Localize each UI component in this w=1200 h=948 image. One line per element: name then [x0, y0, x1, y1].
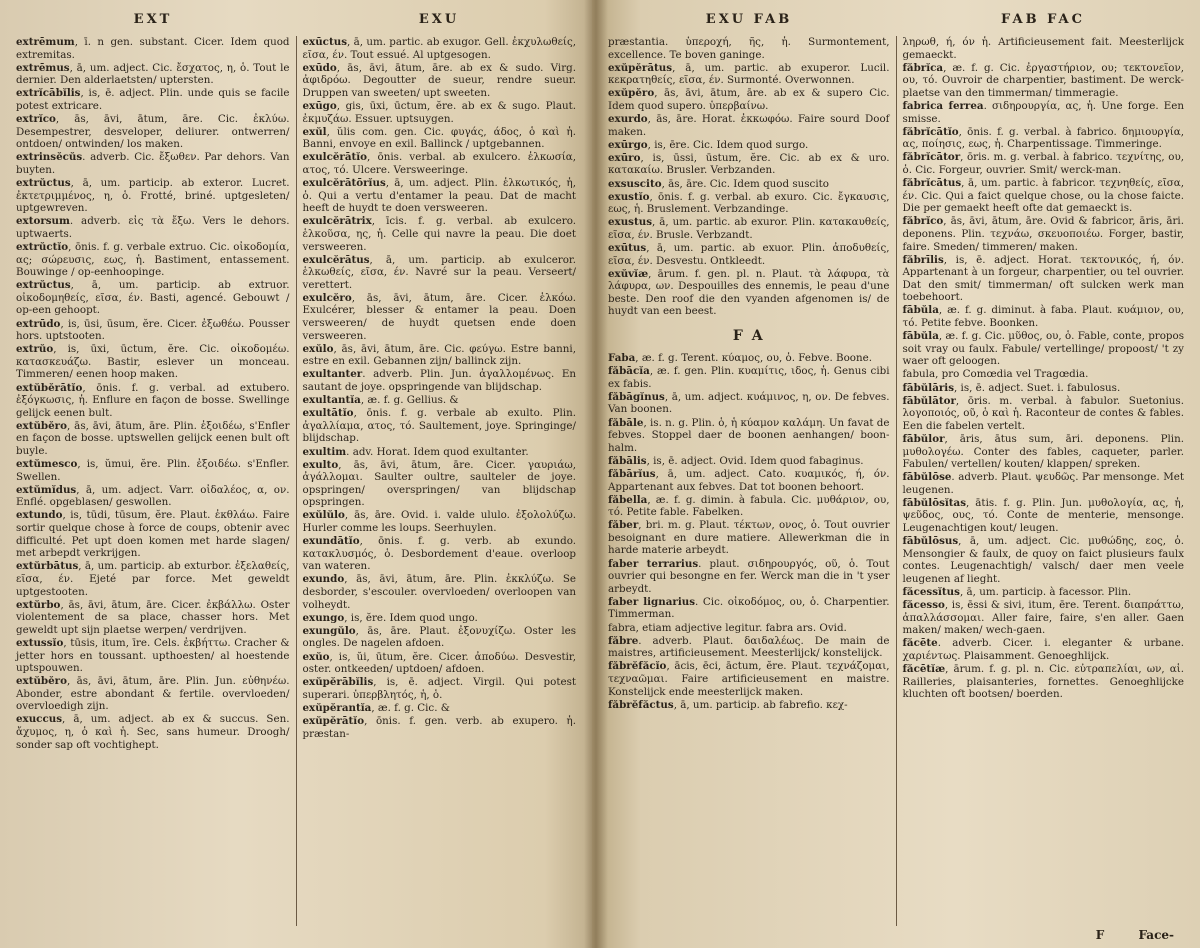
dictionary-entry	[303, 62, 577, 100]
entry-headword: făbrīlis	[902, 253, 944, 266]
dictionary-entry	[16, 87, 290, 112]
entry-headword: extussĭo	[16, 636, 64, 649]
entry-definition: , ōnis. verbal. ab exulcero. ἑλκωσία, ατος, τό. Ulcere. Versweeringe.	[302, 151, 576, 176]
dictionary-entry	[16, 713, 290, 751]
entry-headword: extrinsĕcŭs	[16, 151, 83, 164]
dictionary-entry	[303, 446, 577, 459]
dictionary-entry	[608, 494, 890, 519]
entry-definition: . σιδηρουργία, ας, ἡ. Une forge. Een smisse.	[902, 99, 1184, 125]
entry-definition: , æ. f. g. Cic. μῦθος, ου, ὁ. Fable, conte, propos soit vray ou faulx. Fabule/ vertellinge/ propoost/ 't zy waer oft geloogen.	[902, 330, 1184, 368]
entry-definition: , āris, ātus sum, āri. deponens. Plin. μυθολογέω. Conter des fables, caqueter, parler. Fabulen/ vertellen/ kouten/ klappen/ spreken.	[902, 432, 1184, 471]
dictionary-entry	[16, 215, 290, 240]
entry-definition: , ās, āvi, ātum, āre. Plin. ἐκκλύζω. Se desborder, s'escouler. overvloeden/ overloopen van volheydt.	[302, 573, 576, 611]
entry-headword: exŭvĭæ	[608, 267, 649, 280]
entry-headword: exŭlo	[302, 342, 334, 355]
entry-headword: făcētĭæ	[902, 663, 946, 676]
entry-headword: fābŭlāris	[902, 381, 955, 394]
dictionary-entry	[903, 382, 1185, 395]
entry-headword: extŭbĕro	[16, 419, 67, 432]
entry-headword: exungŭlo	[302, 624, 356, 637]
entry-definition: , is, ūsi, ūsum, ĕre. Cicer. ἐξωθέω. Pousser hors. uptstooten.	[16, 317, 290, 343]
entry-definition: , æ. f. gen. Plin. κυαμίτις, ιδος, ἡ. Genus cibi ex fabis.	[608, 365, 890, 390]
dictionary-entry	[608, 558, 890, 596]
entry-headword: făbrĭco	[902, 215, 944, 228]
entry-headword: exulcĕrātus	[302, 253, 370, 266]
entry-headword: extrĭcābĭlis	[16, 87, 81, 100]
entry-headword: exustus	[608, 216, 653, 229]
entry-definition: , ās, āre. Cic. Idem quod suscito	[661, 177, 829, 190]
entry-headword: extŭrbo	[16, 598, 61, 611]
dictionary-entry	[16, 484, 290, 509]
dictionary-entry	[903, 62, 1185, 100]
entries-block	[608, 36, 890, 318]
entry-definition: , is, ĕre. Idem quod ungo.	[344, 611, 478, 624]
entry-headword: exundātĭo	[302, 535, 360, 548]
dictionary-entry	[903, 126, 1185, 151]
dictionary-entry	[903, 151, 1185, 176]
entry-definition: , æ. f. g. Cic. &	[371, 701, 450, 714]
entry-headword: exustĭo	[608, 190, 650, 203]
entry-definition: , is, ē. adject. Ovid. Idem quod fabaginus.	[646, 454, 864, 467]
dictionary-entry	[303, 407, 577, 445]
entry-headword: exŭpĕrātĭo	[302, 714, 365, 727]
entry-definition: , ā, um. adject. Cic. μυθώδης, εος, ὁ. Mensongier & faulx, de quoy on faict plusieurs faulx contes. Leugenachtigh/ valsch/ daer men veele leugenen af lieght.	[902, 535, 1184, 585]
entry-headword: făbāle	[608, 416, 644, 429]
entry-headword: exŭl	[302, 125, 327, 138]
entry-definition: . adverb. Plaut. δαιδαλέως. De main de maistres, artificieusement. Meesterlijck/ konstelijck.	[608, 634, 890, 660]
entry-definition: , æ. f. g. Gellius. &	[360, 394, 459, 407]
entry-headword: extŭmĭdus	[16, 483, 77, 496]
entry-headword: extrŭctĭo	[16, 241, 69, 253]
entry-headword: făbrĭcātĭo	[902, 125, 959, 138]
dictionary-entry	[303, 509, 577, 534]
dictionary-entry	[608, 455, 890, 468]
dictionary-entry	[303, 459, 577, 509]
entry-definition: , ā, um. adject. Plin. ἑλκωτικός, ἡ, ὁ. Qui a vertu d'entamer la peau. Dat de macht heeft de huydt te doen versweeren.	[302, 177, 576, 215]
entry-headword: făcēte	[902, 637, 938, 650]
entry-definition: , æ. f. g. Terent. κύαμος, ου, ὁ. Febve. Boone.	[635, 352, 872, 365]
left-page	[0, 0, 592, 948]
dictionary-entry	[608, 152, 890, 177]
column-left-1	[10, 36, 296, 926]
left-page-header	[10, 12, 582, 36]
entry-definition: , ās, āvi, ātum, āre. Cic. ἐκλύω. Desempestrer, desveloper, deliurer. ontwerren/ ontdoen/ ontwinden/ los maken.	[16, 113, 290, 151]
dictionary-entry	[903, 433, 1185, 471]
dictionary-entry	[303, 535, 577, 573]
dictionary-entry	[903, 304, 1185, 329]
dictionary-entry	[16, 36, 290, 61]
entry-headword: Faba	[608, 352, 636, 365]
entry-headword: fābŭlor	[902, 432, 945, 445]
entry-headword: extrūdo	[16, 317, 61, 330]
entry-definition: , ā, um. particip. à facessor. Plin.	[959, 586, 1132, 599]
entry-definition: , ā, um. particip. ab exturbor. ἐξελαθείς, εῖσα, έν. Ejeté par force. Met geweldt uptgestooten.	[16, 560, 290, 598]
dictionary-entry	[303, 368, 577, 393]
entry-headword: exŭlŭlo	[302, 509, 345, 522]
entry-headword: extŭbĕrātĭo	[16, 381, 83, 394]
entry-definition: , ōris. m. g. verbal. à fabrico. τεχνίτης, ου, ὁ. Cic. Forgeur, ouvrier. Smit/ werck-man.	[902, 151, 1184, 176]
entry-headword: făbrĭcātor	[902, 151, 961, 164]
entry-definition: . plaut. σιδηρουργός, οῦ, ὁ. Tout ouvrier qui besongne en fer. Werck man die in 't yser arbeydt.	[608, 557, 890, 595]
entry-definition: , is, ŭi, ūtum, ĕre. Cicer. ἀποδύω. Desvestir, oster. ontkeeden/ uptdoen/ afdoen.	[302, 650, 576, 676]
entry-headword: exulcĕrātōrĭus	[302, 177, 386, 190]
entry-definition: , ā, um. partic. ab exuror. Plin. κατακαυθείς, εῖσα, έν. Brusle. Verbzandt.	[608, 216, 890, 241]
running-head: EXU FAB	[705, 12, 793, 27]
entry-definition: . adverb. εἰς τὰ ἔξω. Vers le dehors. uptwaerts.	[16, 215, 290, 240]
entry-definition: . Cic. οἰκοδόμος, ου, ὁ. Charpentier. Timmerman.	[608, 595, 890, 621]
entry-definition: , ōnis. f. gen. verb. ab exupero. ἡ. præstan-	[302, 714, 576, 740]
column-right-1	[602, 36, 896, 926]
entry-definition: , ārum. f. g. pl. n. Cic. εὐτραπελίαι, ων, αἱ. Railleries, plaisanteries, fornettes. Genoeghlijcke kluchten oft bootsen/ boerden.	[902, 663, 1184, 701]
dictionary-entry	[608, 365, 890, 390]
entry-definition: . adverb. Cicer. i. eleganter & urbane. χαριέντως. Plaisamment. Genoeghlijck.	[902, 637, 1184, 662]
dictionary-entry	[16, 151, 290, 176]
entry-definition: , is, ē. adject. Plin. unde quis se facile potest extricare.	[16, 87, 290, 112]
entry-definition: , gis, ūxi, ūctum, ĕre. ab ex & sugo. Plaut. ἐκμυζάω. Essuer. uptsuygen.	[302, 99, 576, 125]
entry-headword: exultātĭo	[302, 407, 354, 420]
entry-headword: făbāgĭnus	[608, 390, 665, 403]
entry-headword: exūro	[608, 151, 641, 164]
dictionary-entry	[608, 519, 890, 557]
entry-definition: , ā, um. partic. ab exugor. Gell. ἐκχυλωθείς, εῖσα, έν. Tout essué. Al uptgesogen.	[302, 36, 576, 61]
dictionary-entry	[903, 395, 1185, 433]
dictionary-entry	[608, 139, 890, 152]
entry-definition: , ī. n gen. substant. Cicer. Idem quod extremitas.	[16, 36, 290, 61]
entry-definition: , is. n. g. Plin. ὁ, ἡ κύαμον καλάμη. Un favat de febves. Stoppel daer de boonen aenhangen/ boon-halm.	[608, 416, 890, 454]
entry-definition: , ā, um. adject. ab ex & succus. Sen. ἄχυμος, η, ὁ καὶ ἡ. Sec, sans humeur. Droogh/ sonder sap oft vochtighept.	[16, 713, 290, 751]
column-left-2	[296, 36, 583, 926]
entry-definition: , ōnis. f. g. verbal. ab exuro. Cic. ἔγκαυσις, εως, ἡ. Bruslement. Verbzandinge.	[608, 190, 890, 216]
dictionary-entry	[303, 36, 577, 61]
dictionary-entry	[903, 471, 1185, 496]
entry-definition: fabra, etiam adjective legitur. fabra ars. Ovid.	[608, 621, 847, 634]
dictionary-entry	[16, 420, 290, 458]
entry-headword: fābŭlōsus	[902, 535, 959, 548]
entry-definition: , tūsis, itum, īre. Cels. ἐκβήττω. Cracher & jetter hors en toussant. upthoesten/ al hoestende uptspouwen.	[16, 636, 290, 675]
dictionary-entry	[903, 36, 1185, 61]
dictionary-entry	[16, 509, 290, 559]
dictionary-entry	[903, 599, 1185, 637]
entry-headword: exŭpĕrābĭlis	[302, 676, 374, 689]
dictionary-entry	[303, 651, 577, 676]
entry-headword: exūdo	[302, 61, 337, 74]
running-head: EXT	[133, 12, 173, 27]
dictionary-entry	[608, 468, 890, 493]
entry-headword: fābŭla	[902, 330, 939, 343]
entry-headword: făbre	[608, 634, 639, 647]
entry-definition: , ā, um. adject. Cato. κυαμικός, ή, όν. Appartenant aux febves. Dat tot boonen behoort.	[608, 467, 890, 493]
dictionary-entry	[303, 292, 577, 342]
entry-definition: , ās, āvi, ātum, āre. Cicer. ἑλκόω. Exulcérer, blesser & entamer la peau. Doen versweeren/ de huydt quetsen ende doen versweeren.	[302, 291, 576, 342]
right-page-header	[602, 12, 1190, 36]
entry-definition: . adv. Horat. Idem quod exultanter.	[346, 445, 529, 458]
dictionary-entry	[303, 625, 577, 650]
dictionary-entry	[903, 330, 1185, 368]
dictionary-entry	[303, 100, 577, 125]
dictionary-entry	[903, 497, 1185, 535]
dictionary-entry	[303, 254, 577, 292]
entry-definition: , ōnis. f. g. verbal. ad extubero. ἐξόγκωσις, ἡ. Enflure en façon de bosse. Swellinge gelijck eenen bult.	[16, 381, 290, 419]
entry-headword: exungo	[302, 611, 345, 624]
entry-definition: , æ. f. g. dimin. à fabula. Cic. μυθάριον, ου, τό. Petite fable. Fabelken.	[608, 493, 890, 519]
entry-headword: exsuscito	[608, 177, 662, 190]
dictionary-entry	[608, 699, 890, 712]
dictionary-entry	[16, 343, 290, 381]
entry-headword: făbācĭa	[608, 365, 650, 378]
entry-definition: fabula, pro Comœdia vel Tragœdia.	[902, 368, 1089, 381]
dictionary-entry	[608, 635, 890, 660]
entry-definition: , ā, um. partic. ab exuor. Plin. ἀποδυθείς, εῖσα, έν. Desvestu. Ontkleedt.	[608, 242, 890, 267]
entry-headword: făbārĭus	[608, 467, 656, 480]
entry-headword: extundo	[16, 509, 63, 522]
entry-headword: exŭo	[302, 650, 330, 663]
entry-headword: extrēmus	[16, 61, 70, 74]
dictionary-entry	[16, 458, 290, 483]
entry-headword: făbrĕfăcĭo	[608, 660, 667, 673]
entry-definition: , is, ēssi & sivi, itum, ēre. Terent. διαπράττω, ἀπαλλάσσομαι. Aller faire, faire, s'en aller. Gaen maken/ maken/ wech-gaen.	[902, 599, 1184, 637]
catchword: Face-	[1138, 928, 1174, 942]
dictionary-entry	[608, 391, 890, 416]
dictionary-entry	[903, 368, 1185, 381]
entry-headword: exūctus	[302, 36, 347, 48]
dictionary-entry	[608, 268, 890, 318]
section-heading: F A	[732, 328, 765, 345]
entry-headword: făbrĭcātus	[902, 177, 962, 190]
entry-headword: exulcĕrātrix	[302, 215, 372, 228]
dictionary-entry	[608, 178, 890, 191]
entry-definition: , ās, āvi, ātum, āre. ab ex & supero Cic. Idem quod supero. ὑπερβαίνω.	[608, 87, 890, 112]
entry-headword: exulcĕro	[302, 291, 352, 304]
entry-definition: , ōnis. f. g. verbale extruo. Cic. οἰκοδομία, ας; σώρευσις, εως, ἡ. Bastiment, entassement. Bouwinge / op-eenhoopinge.	[16, 241, 290, 279]
dictionary-entry	[903, 586, 1185, 599]
dictionary-entry	[303, 151, 577, 176]
entry-headword: exultantĭa	[302, 394, 361, 407]
page-footer	[1096, 928, 1174, 942]
dictionary-entry	[303, 573, 577, 611]
entry-definition: , bri. m. g. Plaut. τέκτων, ονος, ὁ. Tout ouvrier besoignant en dure matiere. Allewerkman die in harde materie arbeydt.	[608, 519, 890, 557]
entry-definition: . adverb. Plin. Jun. ἀγαλλομένως. En sautant de joye. opspringende van blijdschap.	[302, 368, 576, 394]
entry-definition: , ās, āre. Plaut. ἐξονυχίζω. Oster les ongles. De nagelen afdoen.	[302, 624, 576, 650]
entry-definition: , ās, āvi, ātum, āre. Ovid & fabricor, āris, āri. deponens. Plin. τεχνάω, σκευοποιέω. Forger, bastir, faire. Smeden/ timmeren/ maken.	[902, 215, 1184, 253]
entry-definition: , ā, um. particip. ab exulceror. ἑλκωθείς, εῖσα, έν. Navré sur la peau. Verseert/ verettert.	[302, 253, 576, 291]
entry-headword: făcesso	[902, 599, 945, 612]
entry-headword: exulto	[302, 458, 339, 471]
entry-headword: făber	[608, 519, 639, 532]
dictionary-entry	[303, 343, 577, 368]
entry-headword: extrĭco	[16, 113, 56, 126]
entry-headword: făbālis	[608, 454, 647, 467]
entry-headword: exūrgo	[608, 138, 648, 151]
dictionary-entry	[903, 177, 1185, 215]
column-right-2	[896, 36, 1191, 926]
dictionary-entry	[608, 87, 890, 112]
entry-headword: exundo	[302, 573, 345, 586]
entry-definition: , ā, um. particip. ab extruor. οἰκοδομηθείς, εῖσα, έν. Basti, agencé. Gebouwt / op-een gehoopt.	[16, 279, 290, 317]
entry-headword: exulcĕrātĭo	[302, 151, 368, 164]
dictionary-entry	[608, 216, 890, 241]
entry-definition: , is, ē. adject. Suet. i. fabulosus.	[954, 381, 1121, 394]
dictionary-entry	[303, 215, 577, 253]
entry-definition: , ōnis. f. g. verbal. à fabrico. δημιουργία, ας, ποίησις, εως, ἡ. Charpentissage. Timmeringe.	[902, 125, 1184, 151]
dictionary-entry	[903, 663, 1185, 701]
entry-definition: , ās, āvi, ātum, āre. Cic. φεύγω. Estre banni, estre en exil. Gebannen zijn/ ballinck zijn.	[302, 342, 576, 368]
entry-headword: fābŭlōse	[902, 471, 952, 484]
entry-headword: faber terrarius	[608, 557, 699, 570]
entry-headword: făbella	[608, 493, 648, 506]
entry-headword: fābŭla	[902, 304, 939, 317]
entry-definition: , is, ūxi, ūctum, ĕre. Cic. οἰκοδομέω. κατασκευάζω. Bastir, eslever un monceau. Timmeren/ eenen hoop maken.	[16, 343, 290, 381]
entry-definition: , is, ē. adject. Horat. τεκτονικός, ή, όν. Appartenant à un forgeur, charpentier, ou tel ouvrier. Dat den smit/ timmerman/ oft sulcken werk man toebehoort.	[902, 253, 1184, 304]
entry-headword: exŭpĕrantĭa	[302, 701, 372, 714]
dictionary-entry	[608, 622, 890, 635]
entry-definition: præstantia. ὑπεροχή, ῆς, ἡ. Surmontement, excellence. Te boven ganinge.	[608, 36, 890, 61]
entry-headword: extrŭctus	[16, 177, 71, 190]
entry-definition: , īcis. f. g. verbal. ab exulcero. ἑλκοῦσα, ης, ἡ. Celle qui navre la peau. Die doet versweeren.	[302, 215, 576, 253]
dictionary-entry	[903, 637, 1185, 662]
entry-definition: , is, ŭmui, ĕre. Plin. ἐξοιδέω. s'Enfler. Swellen.	[16, 458, 290, 483]
entry-headword: exŭpĕrātus	[608, 61, 673, 74]
dictionary-entry	[608, 36, 890, 61]
entry-definition: , ās, āre. Horat. ἐκκωφόω. Faire sourd Doof maken.	[608, 113, 890, 138]
right-page	[592, 0, 1200, 948]
dictionary-entry	[608, 191, 890, 216]
dictionary-entry	[303, 612, 577, 625]
entry-headword: exultim	[302, 445, 347, 458]
dictionary-entry	[303, 126, 577, 151]
entry-definition: , ā, um. partic. ab exuperor. Lucil. κεκρατηθείς, εῖσα, έν. Surmonté. Overwonnen.	[608, 61, 890, 87]
dictionary-entry	[608, 62, 890, 87]
entry-definition: , ā, um. adject. Cic. ἔσχατος, η, ὁ. Tout le dernier. Den alderlaetsten/ uptersten.	[16, 61, 290, 87]
entry-definition: . adverb. Cic. ἔξωθεν. Par dehors. Van buyten.	[16, 151, 290, 176]
entry-definition: , æ. f. g. Cic. ἐργαστήριον, ου; τεκτονεῖον, ου, τό. Ouvroir de charpentier, bastiment. De werck-plaetse van den timmerman/ timmeragie.	[902, 61, 1184, 99]
entry-definition: , ā, um. particip. ab fabrefio. κεχ-	[673, 698, 848, 711]
dictionary-entry	[16, 382, 290, 420]
dictionary-entry	[608, 660, 890, 698]
dictionary-entry	[608, 113, 890, 138]
entry-definition: , is, ē. adject. Virgil. Qui potest superari. ὑπερβλητός, ἡ, ὁ.	[302, 676, 576, 701]
entry-headword: făcessĭtus	[902, 586, 960, 599]
dictionary-entry	[903, 254, 1185, 304]
entry-definition: , ātis. f. g. Plin. Jun. μυθολογία, ας, ἡ, ψεῦδος, ους, τό. Conte de menterie, mensonge. Leugenachtigen kout/ leugen.	[902, 496, 1184, 535]
entry-definition: , ā, um. adject. κυάμινος, η, ον. De febves. Van boonen.	[608, 390, 890, 416]
fa-entries-block	[608, 352, 890, 711]
entry-headword: exurdo	[608, 113, 648, 126]
entry-headword: extŭbĕro	[16, 675, 67, 688]
dictionary-entry	[16, 599, 290, 637]
dictionary-entry	[608, 242, 890, 267]
entry-definition: , ās, āvi, ātum, āre. Plin. Jun. εὐθηνέω. Abonder, estre abondant & fertile. overvloeden/ overvloedigh zijn.	[16, 675, 290, 713]
entry-headword: faber lignarius	[608, 595, 696, 608]
dictionary-entry	[903, 215, 1185, 253]
entry-definition: , is, ūssi, ūstum, ĕre. Cic. ab ex & uro. κατακαίω. Brusler. Verbzanden.	[608, 151, 890, 177]
entry-definition: , is, ēre. Cic. Idem quod surgo.	[647, 138, 809, 151]
entry-definition: , is, tūdi, tūsum, ĕre. Plaut. ἐκθλάω. Faire sortir quelque chose à force de coups, obtenir avec difficulté. Pet upt doen komen met harde slagen/ met arbepdt verkrijgen.	[16, 509, 290, 560]
entry-definition: , ōris. m. verbal. à fabulor. Suetonius. λογοποιός, οῦ, ὁ καὶ ἡ. Raconteur de contes & fables. Een die fabelen vertelt.	[902, 394, 1184, 432]
dictionary-entry	[303, 715, 577, 740]
dictionary-entry	[16, 62, 290, 87]
entry-headword: exūtus	[608, 242, 647, 254]
entry-headword: exultanter	[302, 368, 363, 381]
entry-headword: extrēmum	[16, 36, 75, 48]
entry-headword: fābŭlātor	[902, 394, 956, 407]
entry-headword: exuccus	[16, 713, 62, 726]
entry-headword: extorsum	[16, 215, 70, 228]
dictionary-entry	[16, 318, 290, 343]
dictionary-entry	[16, 675, 290, 713]
dictionary-entry	[303, 394, 577, 407]
entry-definition: , ās, āvi, ātum, āre. Cicer. ἐκβάλλω. Oster violentement de sa place, chasser hors. Met geweldt upt sijn plaetse werpen/ verdrijven.	[16, 598, 290, 636]
dictionary-entry	[16, 637, 290, 675]
dictionary-entry	[903, 535, 1185, 585]
entry-headword: extrŭctus	[16, 279, 71, 292]
dictionary-entry	[16, 177, 290, 215]
entry-headword: extrŭo	[16, 343, 54, 356]
entry-definition: , ā, um. particip. ab exteror. Lucret. ἐκτετριμμένος, η, ὁ. Frotté, briné. uptgesleten/ uptgewreven.	[16, 177, 290, 215]
entry-headword: exūgo	[302, 99, 337, 112]
dictionary-entry	[303, 177, 577, 215]
dictionary-entry	[16, 113, 290, 151]
entry-definition: , ā, um. partic. à fabricor. τεχνηθείς, εῖσα, έν. Cic. Qui a faict quelque chose, ou la chose faicte. Die per gemaekt heeft ofte dat gemaeckt is.	[902, 177, 1184, 215]
entry-headword: fābŭlōsĭtas	[902, 496, 967, 509]
entry-headword: exŭpĕro	[608, 87, 655, 100]
entry-definition: , ās, āvi, ātum, āre. Cicer. γαυριάω, ἀγάλλομαι. Saulter oultre, saulteler de joye. opspringen/ overspringen/ van blijdschap opspringen.	[302, 458, 576, 509]
entry-definition: , ŭlis com. gen. Cic. φυγάς, άδος, ὁ καὶ ἡ. Banni, envoye en exil. Ballinck / uptgebannen.	[302, 125, 576, 151]
entry-definition: , ā, um. adject. Varr. οἰδαλέος, α, ον. Enflé. opgeblasen/ geswollen.	[16, 483, 290, 509]
entry-definition: , ōnis. f. g. verb. ab exundo. κατακλυσμός, ὁ. Desbordement d'eaue. overloop van wateren.	[302, 535, 576, 573]
signature-mark: F	[1095, 928, 1105, 942]
entry-definition: ληρωθ, ή, όν ἡ. Artificieusement fait. Meesterlijck gemaeckt.	[902, 36, 1184, 61]
dictionary-entry	[16, 279, 290, 317]
entry-definition: , æ. f. g. diminut. à faba. Plaut. κυάμιον, ου, τό. Petite febve. Boonken.	[902, 304, 1184, 330]
entry-headword: fabrica ferrea	[902, 99, 984, 112]
entry-definition: , ōnis. f. g. verbale ab exulto. Plin. ἀγαλλίαμα, ατος, τό. Saultement, joye. Springinge/ blijdschap.	[302, 407, 576, 445]
dictionary-entry	[608, 596, 890, 621]
dictionary-entry	[608, 417, 890, 455]
entry-definition: , ās, āvi, ātum, āre. Plin. ἐξοιδέω, s'Enfler en façon de bosse. uptswellen gelijck eenen bult oft buyle.	[16, 419, 290, 457]
dictionary-entry	[608, 352, 890, 365]
dictionary-entry	[303, 702, 577, 715]
entry-headword: extŭmesco	[16, 458, 78, 471]
running-head: EXU	[418, 12, 460, 27]
running-head: FAB FAC	[1001, 12, 1085, 27]
entry-headword: făbrĭca	[902, 61, 944, 74]
entry-headword: făbrĕfăctus	[608, 698, 674, 711]
dictionary-entry	[303, 676, 577, 701]
dictionary-entry	[16, 241, 290, 279]
entry-definition: . adverb. Plaut. ψευδῶς. Par mensonge. Met leugenen.	[902, 471, 1184, 496]
entry-headword: extŭrbātus	[16, 560, 79, 573]
entry-definition: , ācis, ēci, āctum, ĕre. Plaut. τεχνάζομαι, τεχναῶμαι. Faire artificieusement en maistre. Konstelijck ende meesterlijck maken.	[608, 660, 890, 698]
entry-definition: , ās, āre. Ovid. i. valde ululo. ἐξολολύζω. Hurler comme les loups. Seerhuylen.	[302, 509, 576, 535]
entry-definition: , ārum. f. gen. pl. n. Plaut. τὰ λάφυρα, τὰ λάφυρα, ων. Despouilles des ennemis, le peau d'une beste. Den roof die den vyanden afgenomen is/ de huydt van een beest.	[608, 267, 890, 318]
dictionary-entry	[16, 560, 290, 598]
dictionary-entry	[903, 100, 1185, 125]
entry-definition: , ās, āvi, ātum, āre. ab ex & sudo. Virg. ἀφιδρόω. Degoutter de sueur, rendre sueur. Druppen van sweeten/ upt sweeten.	[302, 61, 576, 99]
